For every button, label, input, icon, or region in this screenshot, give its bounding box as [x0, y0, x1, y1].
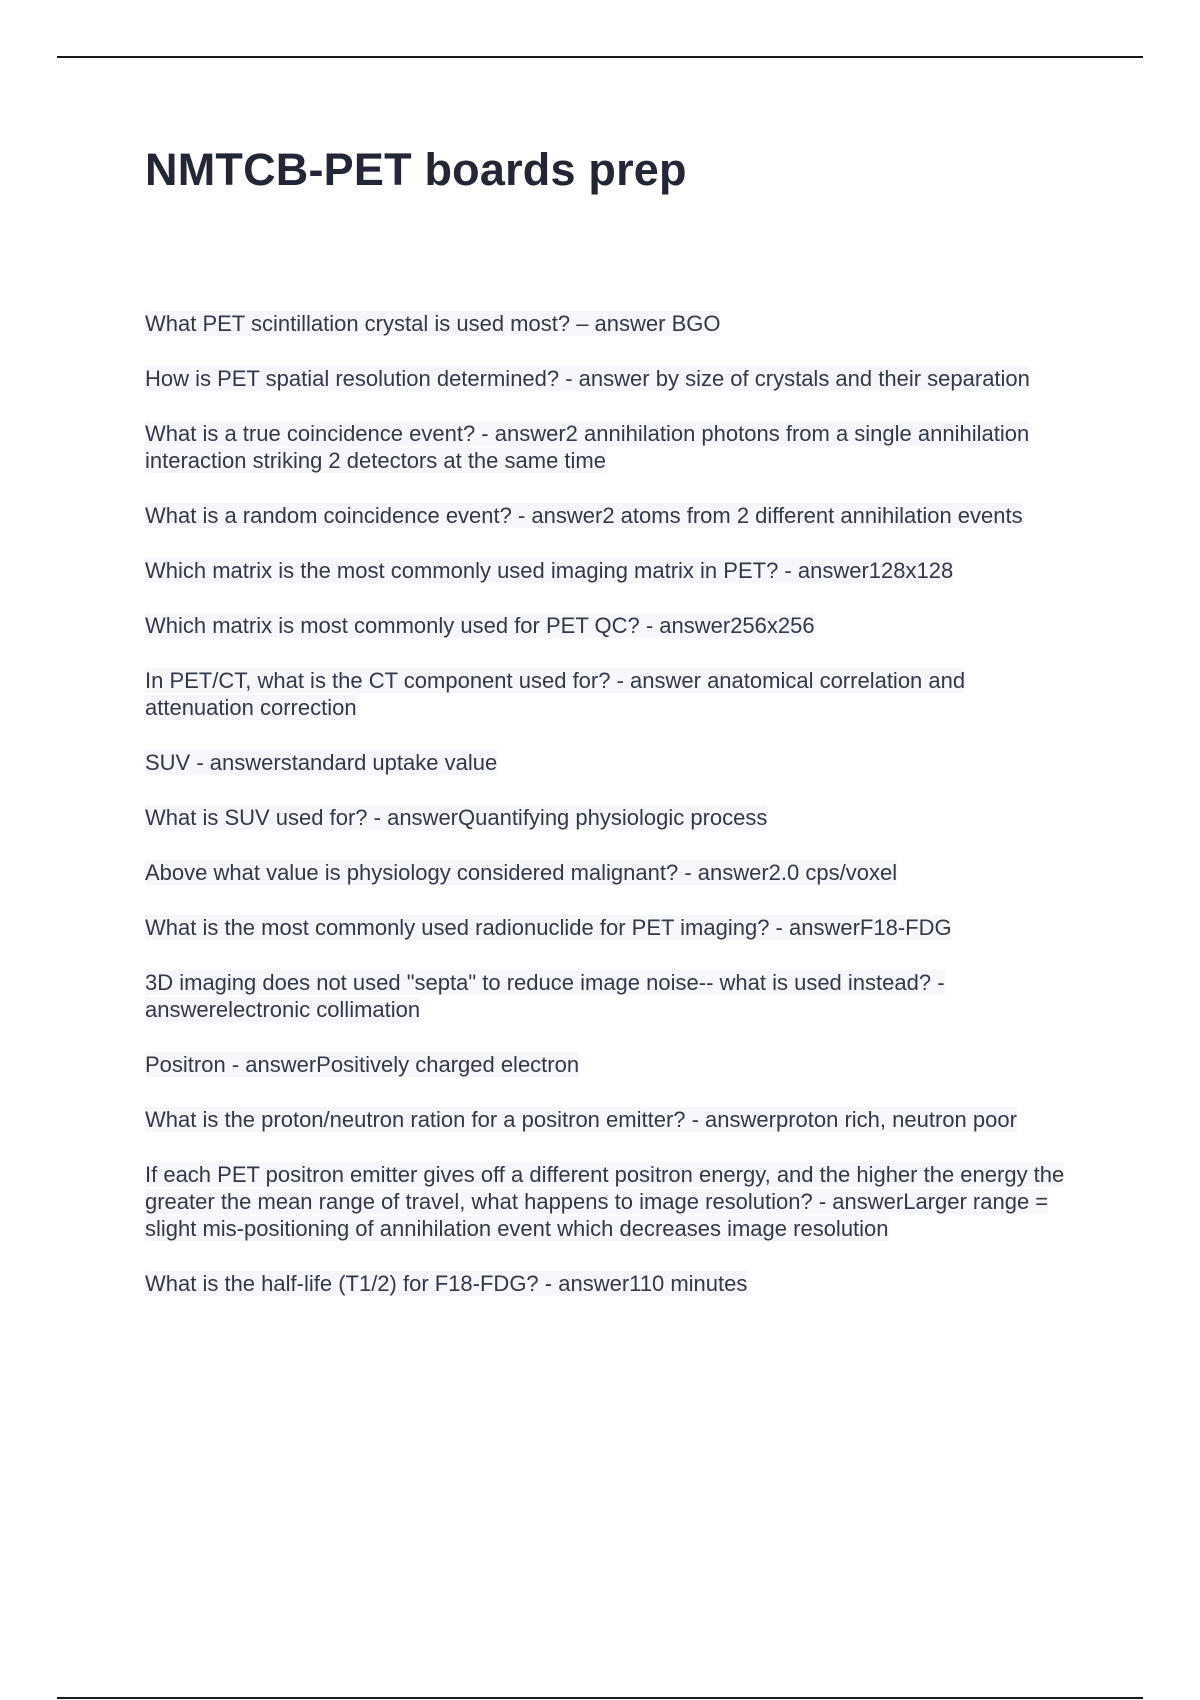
qa-item-14	[145, 1106, 1065, 1133]
qa-item-12	[145, 969, 1065, 1023]
qa-text: Which matrix is the most commonly used imaging matrix in PET? - answer128x128	[145, 558, 954, 583]
qa-text: What is the half-life (T1/2) for F18-FDG? - answer110 minutes	[145, 1271, 748, 1296]
qa-item-5	[145, 557, 1065, 584]
qa-text: SUV - answerstandard uptake value	[145, 750, 498, 775]
qa-text: If each PET positron emitter gives off a different positron energy, and the higher the energy the greater the mean range of travel, what happens to image resolution? - answerLarger range = slight mis-positioning of annihilation event which decreases image resolution	[145, 1162, 1065, 1241]
qa-item-16	[145, 1270, 1065, 1297]
qa-item-3	[145, 420, 1065, 474]
qa-text: What is SUV used for? - answerQuantifying physiologic process	[145, 805, 768, 830]
top-divider	[57, 56, 1143, 58]
qa-item-4	[145, 502, 1065, 529]
qa-item-11	[145, 914, 1065, 941]
qa-text: What is a random coincidence event? - answer2 atoms from 2 different annihilation events	[145, 503, 1023, 528]
qa-item-13	[145, 1051, 1065, 1078]
qa-text: What is a true coincidence event? - answer2 annihilation photons from a single annihilation interaction striking 2 detectors at the same time	[145, 421, 1030, 473]
qa-text: What is the most commonly used radionuclide for PET imaging? - answerF18-FDG	[145, 915, 952, 940]
qa-text: What is the proton/neutron ration for a positron emitter? - answerproton rich, neutron poor	[145, 1107, 1017, 1132]
qa-item-2	[145, 365, 1065, 392]
qa-text: Positron - answerPositively charged electron	[145, 1052, 580, 1077]
qa-item-10	[145, 859, 1065, 886]
document-title: NMTCB-PET boards prep	[145, 144, 687, 195]
qa-item-15	[145, 1161, 1065, 1242]
qa-text: Above what value is physiology considered malignant? - answer2.0 cps/voxel	[145, 860, 898, 885]
qa-item-9	[145, 804, 1065, 831]
qa-list	[145, 310, 1065, 1325]
qa-text: What PET scintillation crystal is used most? – answer BGO	[145, 311, 721, 336]
qa-text: 3D imaging does not used "septa" to reduce image noise-- what is used instead? - answerelectronic collimation	[145, 970, 945, 1022]
qa-item-8	[145, 749, 1065, 776]
bottom-divider	[57, 1697, 1143, 1699]
qa-text: In PET/CT, what is the CT component used for? - answer anatomical correlation and attenuation correction	[145, 668, 966, 720]
qa-text: Which matrix is most commonly used for PET QC? - answer256x256	[145, 613, 815, 638]
qa-text: How is PET spatial resolution determined? - answer by size of crystals and their separation	[145, 366, 1030, 391]
qa-item-7	[145, 667, 1065, 721]
qa-item-1	[145, 310, 1065, 337]
qa-item-6	[145, 612, 1065, 639]
